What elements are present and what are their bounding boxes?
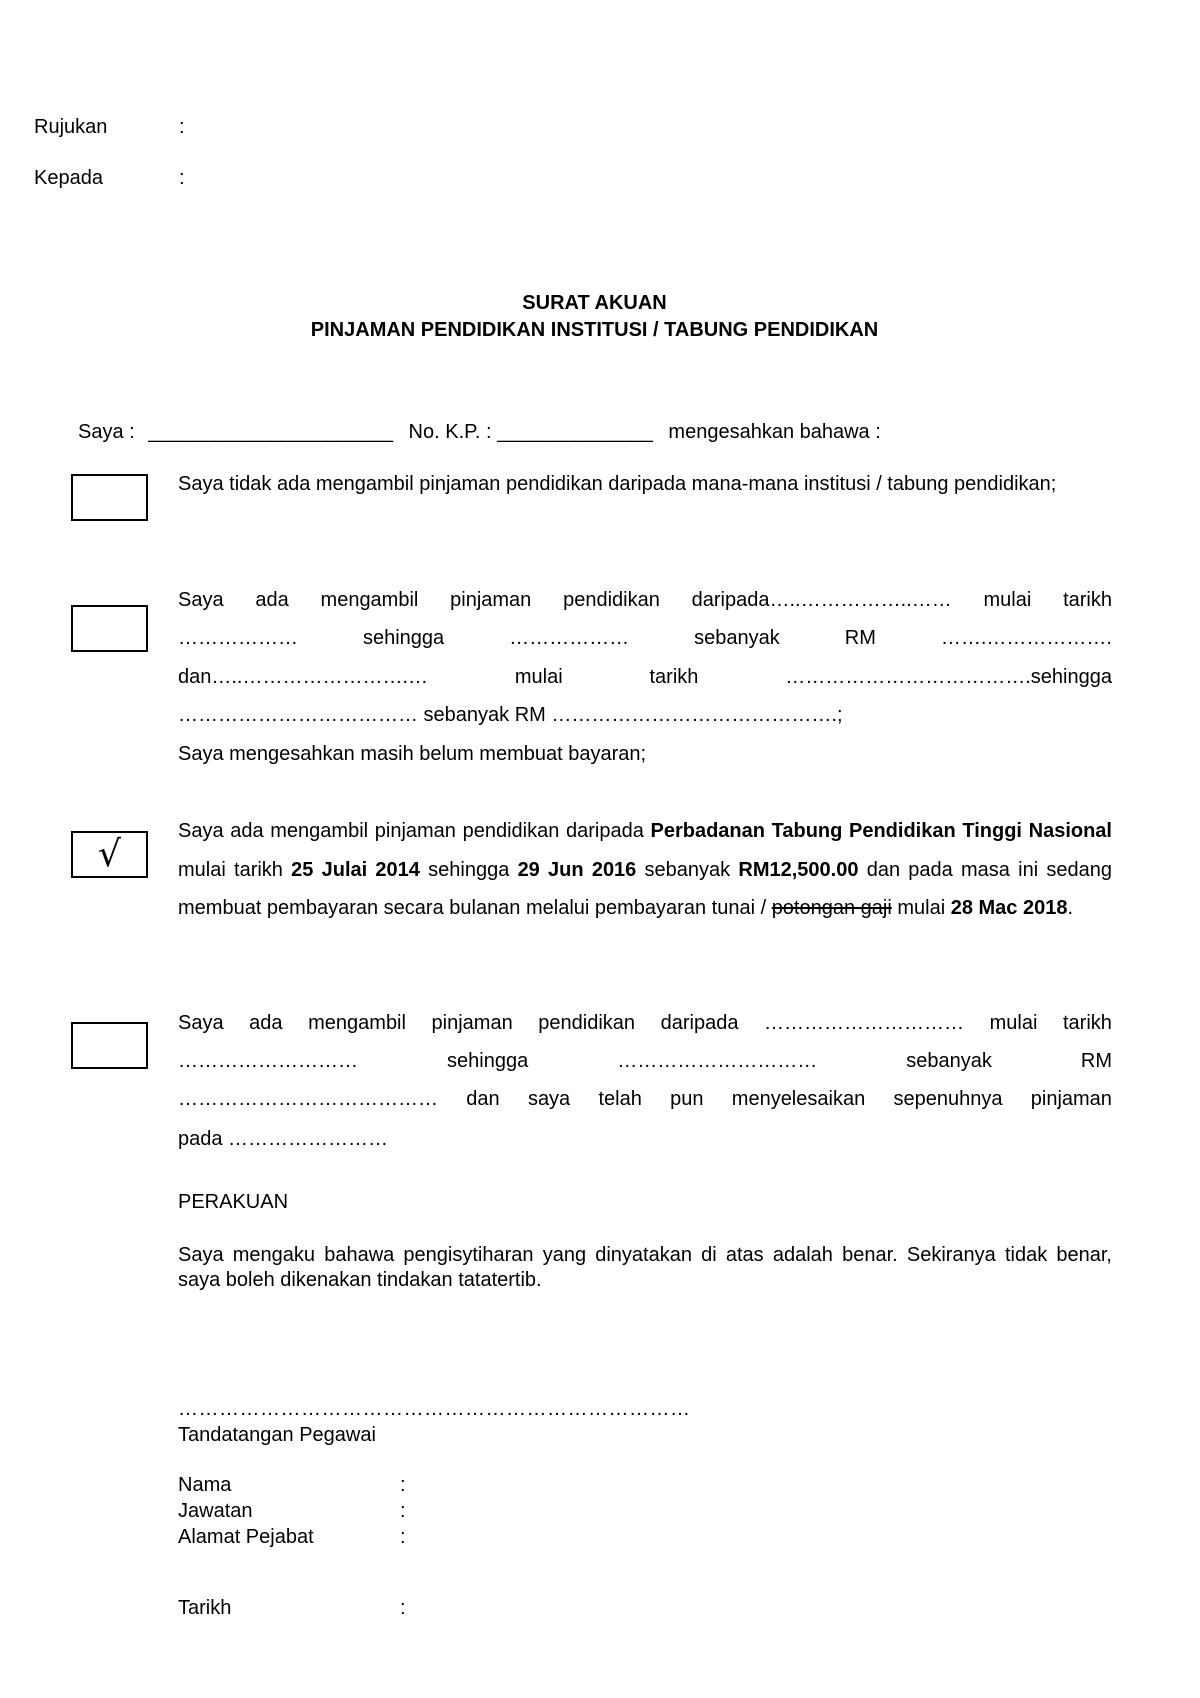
option-4-line-4: pada ……………………	[178, 1128, 389, 1150]
word: tarikh	[1063, 589, 1112, 611]
text-run: sebanyak	[636, 858, 739, 881]
word: sehingga	[447, 1050, 529, 1072]
word: menyelesaikan	[731, 1088, 866, 1110]
option-2-checkbox[interactable]	[71, 605, 148, 652]
tarikh-colon: :	[400, 1597, 406, 1619]
document-subtitle: PINJAMAN PENDIDIKAN INSTITUSI / TABUNG PENDIDIKAN	[310, 319, 879, 341]
word: telah	[598, 1088, 642, 1110]
word: saya	[527, 1088, 571, 1110]
lender-blank[interactable]: …………………………	[764, 1012, 965, 1034]
text-run: Saya ada mengambil pinjaman pendidikan daripada	[178, 820, 651, 842]
word: daripada	[660, 1012, 739, 1034]
jawatan-colon: :	[400, 1500, 406, 1522]
lender-2-blank[interactable]: dan…..…………………….…	[178, 666, 429, 688]
word: pinjaman	[431, 1012, 513, 1034]
struck-option: potongan gaji	[771, 897, 892, 919]
start-date-blank[interactable]: ………………………	[178, 1050, 358, 1072]
amount-blank[interactable]: …………………………………	[178, 1088, 438, 1110]
intro-tail: mengesahkan bahawa :	[668, 421, 881, 443]
word: ada	[249, 1012, 283, 1034]
check-mark-icon	[73, 1024, 146, 1067]
text-run: .	[1067, 897, 1074, 919]
kp-number-field[interactable]: ______________	[497, 421, 653, 443]
word: Saya	[178, 589, 224, 611]
word: mulai	[514, 666, 563, 688]
text-run: mulai	[891, 897, 951, 919]
option-2-line-4: ……………………………… sebanyak RM …………………………………….;	[178, 704, 843, 726]
check-mark-icon	[73, 476, 146, 519]
kp-label: No. K.P. :	[408, 421, 492, 443]
tarikh-label: Tarikh	[178, 1597, 232, 1619]
option-4-line-1	[178, 1004, 1112, 1042]
check-mark-icon	[73, 607, 146, 650]
option-4-line-3	[178, 1080, 1112, 1118]
payment-start-date: 28 Mac 2018	[950, 897, 1068, 919]
kepada-label: Kepada	[34, 167, 103, 189]
start-date-blank[interactable]: ………………	[178, 627, 298, 649]
option-3-text	[178, 812, 1112, 928]
perakuan-text: Saya mengaku bahawa pengisytiharan yang dinyatakan di atas adalah benar. Sekiranya tidak benar, saya boleh dikenakan tindakan tatatertib.	[178, 1244, 1112, 1291]
option-3-checkbox[interactable]	[71, 831, 148, 878]
rujukan-colon: :	[179, 116, 185, 138]
option-2-line-2	[178, 619, 1112, 657]
word: pendidikan	[538, 1012, 636, 1034]
word: sehingga	[362, 627, 445, 649]
word: mengambil	[308, 1012, 406, 1034]
alamat-pejabat-label: Alamat Pejabat	[178, 1526, 314, 1548]
end-date-blank[interactable]: …………………………	[617, 1050, 818, 1072]
word: mulai	[989, 1012, 1038, 1034]
word: dan	[466, 1088, 500, 1110]
rujukan-label: Rujukan	[34, 116, 108, 138]
signature-line[interactable]: …………………………………………………………………	[178, 1398, 691, 1420]
nama-label: Nama	[178, 1474, 232, 1496]
loan-amount: RM12,500.00	[738, 858, 859, 881]
option-4-line-2	[178, 1042, 1112, 1080]
word: sebanyak	[694, 627, 780, 649]
option-1-checkbox[interactable]	[71, 474, 148, 521]
end-date-blank[interactable]: ………………	[509, 627, 630, 649]
jawatan-label: Jawatan	[178, 1500, 253, 1522]
lender-name: Perbadanan Tabung Pendidikan Tinggi Nasional	[650, 820, 1112, 842]
check-mark-icon: √	[98, 833, 121, 875]
loan-start-date: 25 Julai 2014	[291, 858, 420, 881]
lender-blank[interactable]: daripada…..……………..……	[691, 589, 952, 611]
option-2-line-1	[178, 581, 1112, 619]
nama-colon: :	[400, 1474, 406, 1496]
word: mulai	[983, 589, 1032, 611]
word: pinjaman	[450, 589, 532, 611]
option-2-line-3	[178, 658, 1112, 696]
word: pun	[670, 1088, 704, 1110]
word: sebanyak	[906, 1050, 992, 1072]
text-run: sehingga	[419, 858, 518, 881]
option-2-line-5: Saya mengesahkan masih belum membuat bayaran;	[178, 743, 647, 765]
kepada-colon: :	[179, 167, 185, 189]
text-run: mulai tarikh	[178, 858, 292, 881]
signature-label: Tandatangan Pegawai	[178, 1424, 376, 1446]
document-title: SURAT AKUAN	[522, 292, 667, 314]
alamat-pejabat-colon: :	[400, 1526, 406, 1548]
intro-line	[78, 421, 881, 444]
perakuan-heading: PERAKUAN	[178, 1191, 289, 1213]
word: sepenuhnya	[893, 1088, 1003, 1110]
text-run: dan pada masa ini sedang membuat pembayaran secara bulanan melalui pembayaran tunai /	[178, 858, 1112, 919]
word: RM	[844, 627, 876, 649]
saya-name-field[interactable]: ______________________	[148, 421, 393, 443]
word: pinjaman	[1030, 1088, 1112, 1110]
loan-end-date: 29 Jun 2016	[517, 858, 637, 881]
word: tarikh	[1062, 1012, 1112, 1034]
word: ada	[255, 589, 289, 611]
option-1-text: Saya tidak ada mengambil pinjaman pendidikan daripada mana-mana institusi / tabung pendidikan;	[178, 473, 1057, 495]
dates-blank[interactable]: ……………………………….sehingga	[785, 666, 1112, 688]
option-4-checkbox[interactable]	[71, 1022, 148, 1069]
word: tarikh	[649, 666, 699, 688]
word: Saya	[178, 1012, 224, 1034]
amount-blank[interactable]: …….……………….	[940, 627, 1112, 649]
word: RM	[1080, 1050, 1112, 1072]
word: mengambil	[320, 589, 419, 611]
word: pendidikan	[563, 589, 660, 611]
saya-label: Saya :	[78, 421, 135, 443]
